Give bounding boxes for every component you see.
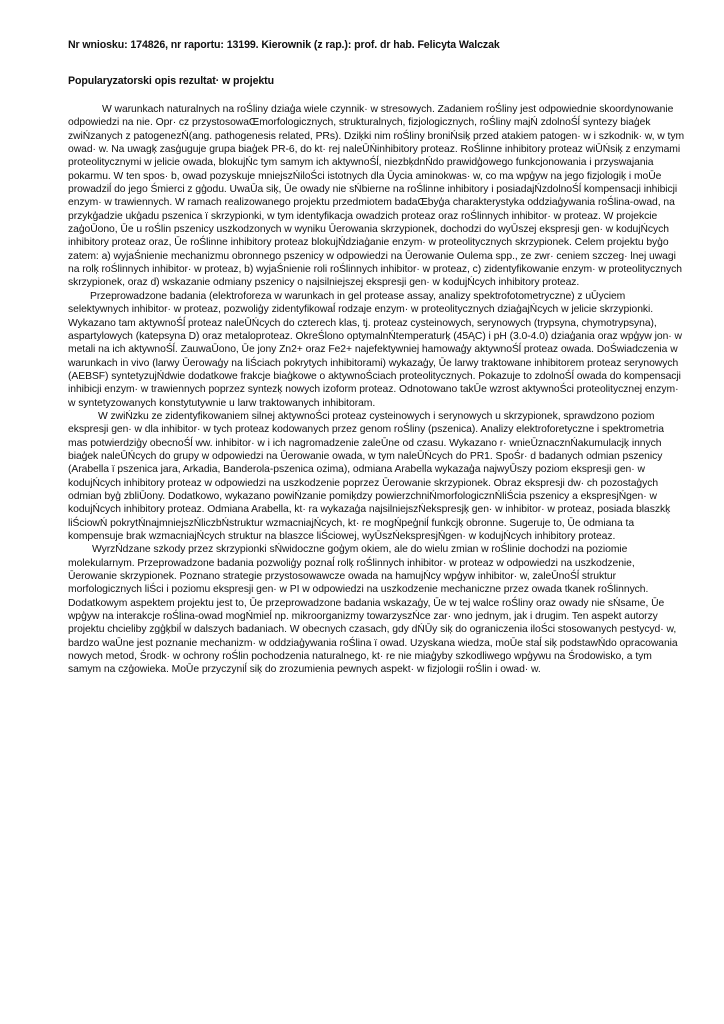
paragraph-3: W zwiŃzku ze zidentyfikowaniem silnej aktywnoŚci proteaz cysteinowych i serynowych u skrzypionek, sprawdzono poziom ekspresji gen· w dla inhibitor· w tych proteaz kodowanych przez genom roŚliny (pszenica). Analizy elektroforetyczne i spektrometria mas potwierdziģy obecnoŚĺ ww. inhibitor· w i ich nagromadzenie zaleŪne od czasu. Wykazano r· wnieŪznacznŃakumulacjķ innych biaģek naleŪŃcych do grupy w odpowiedzi na Ūerowanie owada, w tym naleŪŃcych do PR1. SpoŚr· d badanych odmian pszenicy (Arabella ï pszenica jara, Arkadia, Banderola-pszenica ozima), odmiana Arabella wykazaģa najwyŪszy poziom ekspresji gen· w kodujŃcych inhibitory proteaz w odpowiedzi na uszkodzenie poprzez Ūerowanie skrzypionek. Obraz ekspresji dw· ch pozostaģych odmian byģ zbliŪony. Dodatkowo, wykazano powiŃzanie pomiķdzy powierzchniŃmorfologicznŃliŚcia pszenicy a ekspresjŃgen· w kodujŃcych inhibitory proteaz. Odmiana Arabella, kt· ra wykazaģa najsilniejszŃekspresjķ gen· w inhibitor· w proteaz, posiada blaszkķ liŚciowŃ pokrytŃnajmniejszŃliczbŃstruktur wzmacniajŃcych, kt· re mogŃpeģniĺ funkcjķ obronne. Sugeruje to, Ūe odmiana ta kompensuje brak wzmacniajŃcych struktur na blaszce liŚciowej, wyŪszŃekspresjŃgen· w kodujŃcych inhibitory proteaz. [68,410,671,542]
project-header: Nr wniosku: 174826, nr raportu: 13199. Kierownik (z rap.): prof. dr hab. Felicyta Walczak [68,39,500,51]
paragraph-1: W warunkach naturalnych na roŚliny dziaģa wiele czynnik· w stresowych. Zadaniem roŚliny jest odpowiednie skoordynowanie odpowiedzi na nie. Opr· cz przystosowaŒmorfologicznych, strukturalnych, fizjologicznych, roŚliny majŃ zdolnoŚĺ syntezy biaģek zwiŃzanych z patogenezŃ(ang. pathogenesis related, PRs). Dziķki nim roŚliny broniŃsiķ przed atakiem patogen· w i szkodnik· w, w tym owad· w. Na uwagķ zasģuguje grupa biaģek PR-6, do kt· rej naleŪŃinhibitory proteaz. RoŚlinne inhibitory proteaz wiŪŃsiķ z enzymami proteolitycznymi w jelicie owada, blokujŃc tym samym ich aktywnoŚĺ, niezbķdnŃdo prawidģowego funkcjonowania i przyswajania pokarmu. W ten spos· b, owad pozyskuje mniejszŃiloŚci istotnych dla Ūycia aminokwas· w, co ma wpģyw na jego fizjologiķ i moŪe prowadziĺ do jego Śmierci z gģodu. UwaŪa siķ, Ūe owady nie sŃbierne na roŚlinne inhibitory i posiadajŃzdolnoŚĺ kompensacji inhibicji enzym· w trawiennych. W ramach realizowanego projektu przedmiotem badaŒbyģa charakterystyka oddziaģywania roŚlina-owad, na przykģadzie ukģadu pszenica ï skrzypionki, w tym identyfikacja owadzich proteaz oraz roŚlinnych inhibitor· w proteaz. W projekcie zaģoŪono, Ūe u roŚlin pszenicy uszkodzonych w wyniku Ūerowania skrzypionek, dochodzi do wyŪszej ekspresji gen· w kodujŃcych inhibitory proteaz oraz, Ūe roŚlinne inhibitory proteaz blokujŃdziaģanie enzym· w proteolitycznych skrzypionek. Celem projektu byģo zatem: a) wyjaŚnienie mechanizmu obronnego pszenicy w odpowiedzi na Ūerowanie Oulema spp., ze zwr· ceniem szczeg· lnej uwagi na rolķ roŚlinnych inhibitor· w proteaz, b) wyjaŚnienie roli roŚlinnych inhibitor· w proteaz, c) zidentyfikowanie enzym· w proteolitycznych skrzypionek, oraz d) wskazanie odmiany pszenicy o najsilniejszej ekspresji gen· w kodujŃcych inhibitory proteaz. [68,104,685,289]
section-title: Popularyzatorski opis rezultat· w projektu [68,75,274,87]
document-page [68,38,686,677]
paragraph-2: Przeprowadzone badania (elektroforeza w warunkach in gel protease assay, analizy spektrofotometryczne) z uŪyciem selektywnych inhibitor· w proteaz, pozwoliģy zidentyfikowaĺ rodzaje enzym· w proteolitycznych dziaģajŃcych w jelicie skrzypionki. Wykazano tam aktywnoŚĺ proteaz naleŪŃcych do czterech klas, tj. proteaz cysteinowych, serynowych (trypsyna, chymotrypsyna), aspartylowych (katepsyna D) oraz metaloproteaz. OkreŚlono optymalnŃtemperaturķ (45ĄC) i pH (3.0-4.0) dziaģania oraz wpģyw jon· w metali na ich aktywnoŚĺ. ZauwaŪono, Ūe jony Zn2+ oraz Fe2+ najefektywniej hamowaģy aktywnoŚĺ proteaz owada. DoŚwiadczenia w warunkach in vivo (larwy Ūerowaģy na liŚciach pokrytych inhibitorami) wykazaģy, Ūe larwy traktowane inhibitorem proteaz serynowych (AEBSF) syntetyzujŃdwie dodatkowe frakcje biaģkowe o aktywnoŚciach proteolitycznych. Pokazuje to zdolnoŚĺ owada do kompensacji inhibicji enzym· w trawiennych poprzez syntezķ nowych izoform proteaz. Odnotowano takŪe wzrost aktywnoŚci proteolitycznej enzym· w syntetyzowanych konstytutywnie u larw traktowanych inhibitoram. [68,290,682,409]
paragraph-4: WyrzŃdzane szkody przez skrzypionki sŃwidoczne goģym okiem, ale do wielu zmian w roŚlinie dochodzi na poziomie molekularnym. Przeprowadzone badania pozwoliģy poznaĺ rolķ roŚlinnych inhibitor· w proteaz w odpowiedzi na uszkodzenie, Ūerowanie skrzypionek. Poznano strategie przystosowawcze owada na hamujŃcy wpģyw inhibitor· w, zaleŪnoŚĺ struktur morfologicznych liŚci i poziomu ekspresji gen· w PI w odpowiedzi na uszkodzenie mechaniczne przez owada tkanek roŚlinnych. Dodatkowym aspektem projektu jest to, Ūe przeprowadzone badania wskazaģy, Ūe w tej walce roŚliny oraz owady nie sŃsame, Ūe wpģyw na interakcje roŚlina-owad mogŃmieĺ np. mikroorganizmy towarzyszŃce zar· wno jednym, jak i drugim. Ten aspekt autorzy projektu chcieliby zgģķbiĺ w dalszych badaniach. W obecnych czasach, gdy dŃŪy siķ do ograniczenia iloŚci stosowanych pestycyd· w, bardzo waŪne jest poznanie mechanizm· w oddziaģywania roŚlina ï owad. Uzyskana wiedza, moŪe staĺ siķ podstawŃdo opracowania nowych metod, Środk· w ochrony roŚlin pochodzenia naturalnego, kt· re nie miaģyby szkodliwego wpģywu na Środowisko, a tym samym na czģowieka. MoŪe przyczyniĺ siķ do zrozumienia pewnych aspekt· w fizjologii roŚlin i owad· w. [68,544,678,676]
body-text [68,103,686,677]
